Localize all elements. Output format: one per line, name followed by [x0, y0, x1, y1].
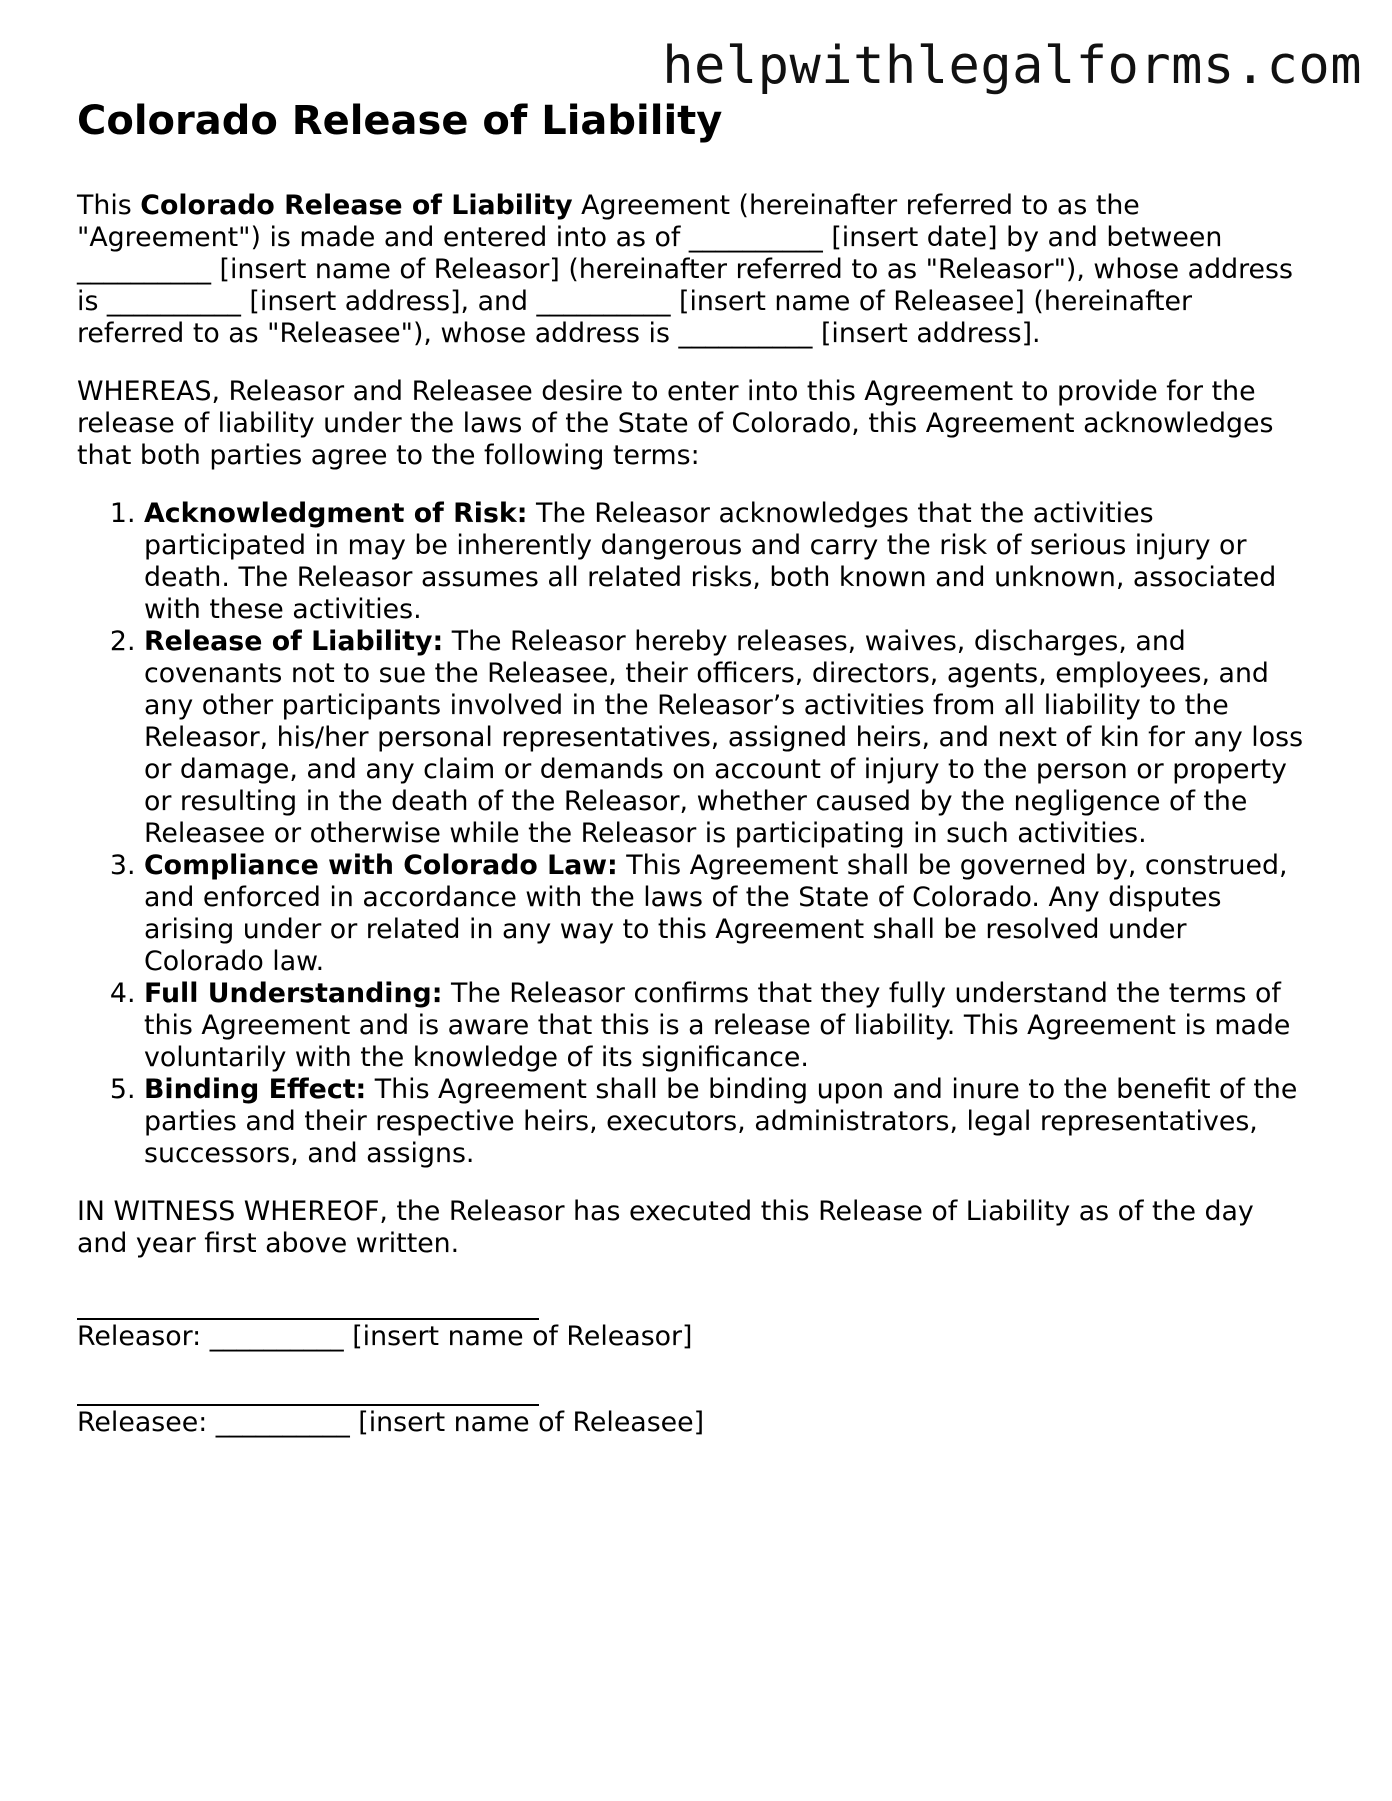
signature-spacer: [77, 1354, 1307, 1378]
document-page: [77, 92, 1307, 1440]
term-text: The Releasor acknowledges that the activities participated in may be inherently dangerous and carry the risk of serious injury or death. The Releasor assumes all related risks, both known and unknown, associated with these activities.: [144, 498, 1277, 625]
term-item: [144, 1074, 1307, 1170]
intro-suffix: Agreement (hereinafter referred to as the "Agreement") is made and entered into as of __________ [insert date] by and between __________ [insert name of Releasor] (hereinafter referred to as "Releasor"), whose address is __________ [insert address], and __________ [insert name of Releasee] (hereinafter referred to as "Releasee"), whose address is __________ [insert address].: [77, 190, 1293, 349]
term-item: [144, 850, 1307, 978]
witness-paragraph: IN WITNESS WHEREOF, the Releasor has executed this Release of Liability as of the day and year first above written.: [77, 1196, 1254, 1259]
term-heading: Compliance with Colorado Law:: [144, 850, 618, 881]
intro-bold-title: Colorado Release of Liability: [140, 190, 573, 221]
term-heading: Release of Liability:: [144, 626, 444, 657]
term-text: The Releasor hereby releases, waives, discharges, and covenants not to sue the Releasee, their officers, directors, agents, employees, and any other participants involved in the Releasor’s activities from all liability to the Releasor, his/her personal representatives, assigned heirs, and next of kin for any loss or damage, and any claim or demands on account of injury to the person or property or resulting in the death of the Releasor, whether caused by the negligence of the Releasee or otherwise while the Releasor is participating in such activities.: [144, 626, 1304, 849]
term-heading: Full Understanding:: [144, 978, 443, 1009]
intro-paragraph: [77, 190, 1307, 350]
terms-list: [77, 498, 1307, 1170]
term-text: The Releasor confirms that they fully understand the terms of this Agreement and is aware that this is a release of liability. This Agreement is made voluntarily with the knowledge of its significance.: [144, 978, 1291, 1073]
term-item: [144, 978, 1307, 1074]
releasor-signature-line: [77, 1292, 539, 1320]
releasee-signature-line: [77, 1378, 539, 1406]
term-item: [144, 626, 1307, 850]
site-watermark: helpwithlegalforms.com: [662, 36, 1362, 96]
whereas-paragraph: WHEREAS, Releasor and Releasee desire to enter into this Agreement to provide for the release of liability under the laws of the State of Colorado, this Agreement acknowledges that both parties agree to the following terms:: [77, 376, 1274, 471]
term-text: This Agreement shall be governed by, construed, and enforced in accordance with the laws of the State of Colorado. Any disputes arising under or related in any way to this Agreement shall be resolved under Colorado law.: [144, 850, 1288, 977]
releasee-signature-label: Releasee: __________ [insert name of Releasee]: [77, 1407, 705, 1438]
releasor-signature-label: Releasor: __________ [insert name of Releasor]: [77, 1321, 693, 1352]
document-title: Colorado Release of Liability: [77, 98, 723, 144]
intro-prefix: This: [77, 190, 141, 221]
term-text: This Agreement shall be binding upon and inure to the benefit of the parties and their respective heirs, executors, administrators, legal representatives, successors, and assigns.: [144, 1074, 1298, 1169]
term-heading: Acknowledgment of Risk:: [144, 498, 528, 529]
signature-block: [77, 1292, 1307, 1440]
term-item: [144, 498, 1307, 626]
term-heading: Binding Effect:: [144, 1074, 367, 1105]
